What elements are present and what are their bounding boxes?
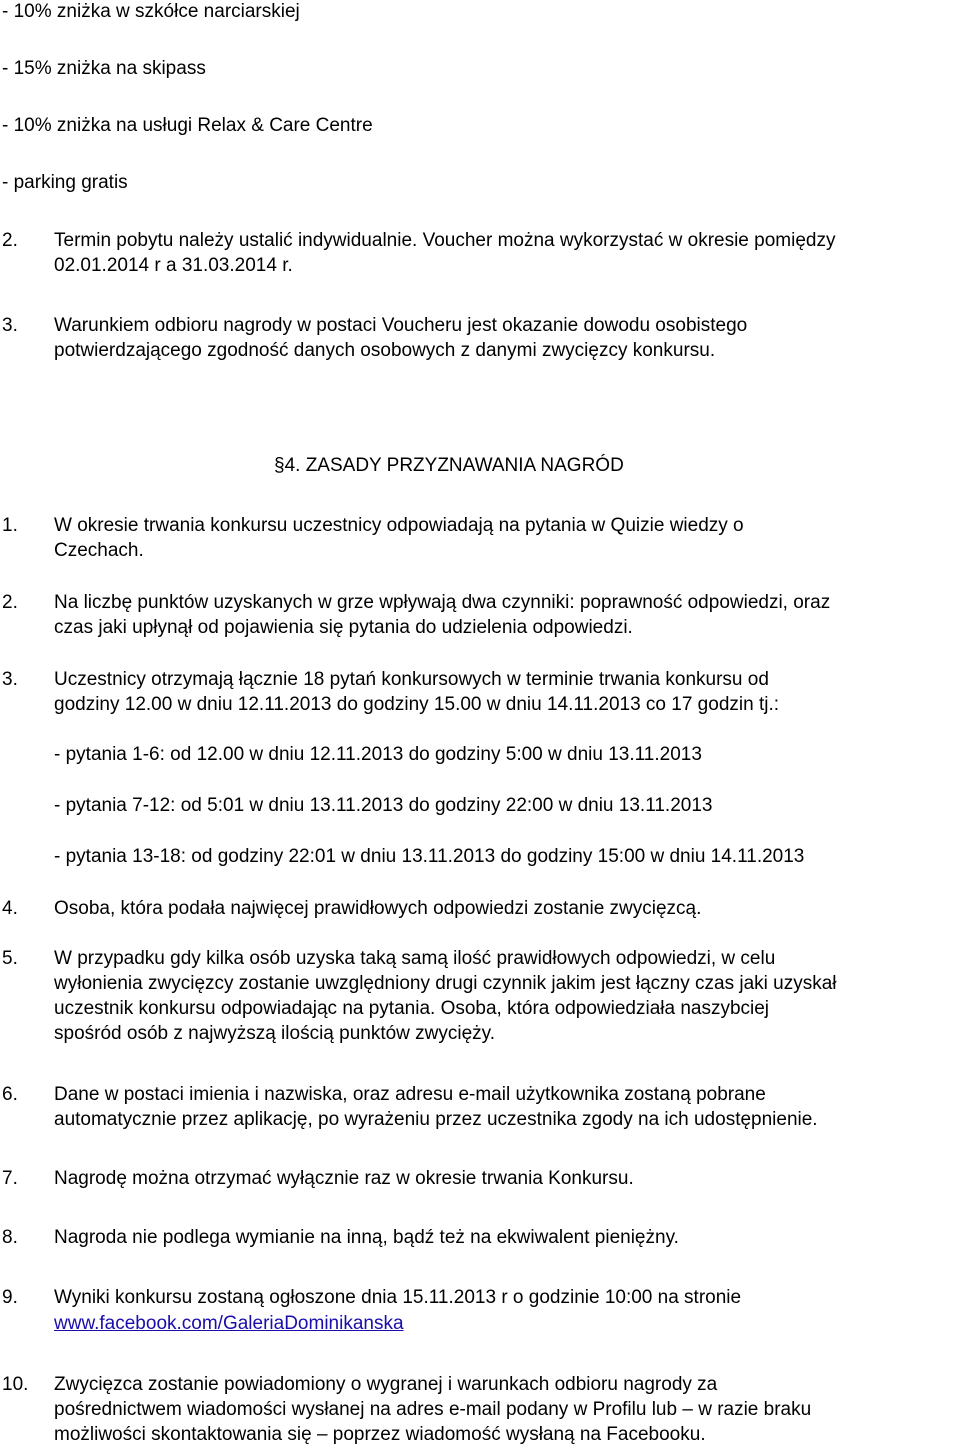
facebook-link[interactable]: www.facebook.com/GaleriaDominikanska (54, 1313, 404, 1334)
sub-list-item: - pytania 7-12: od 5:01 w dniu 13.11.2013 do godziny 22:00 w dniu 13.11.2013 (54, 795, 713, 816)
item-text: 02.01.2014 r a 31.03.2014 r. (54, 255, 293, 276)
item-text: Nagrodę można otrzymać wyłącznie raz w okresie trwania Konkursu. (54, 1168, 634, 1189)
item-text: Na liczbę punktów uzyskanych w grze wpływają dwa czynniki: poprawność odpowiedzi, oraz (54, 592, 831, 613)
item-text: automatycznie przez aplikację, po wyrażeniu przez uczestnika zgody na ich udostępnienie. (54, 1109, 818, 1130)
intro-list-item: - 10% zniżka w szkółce narciarskiej (2, 1, 300, 22)
item-number: 4. (2, 898, 18, 919)
sub-list-item: - pytania 1-6: od 12.00 w dniu 12.11.2013 do godziny 5:00 w dniu 13.11.2013 (54, 744, 702, 765)
item-text: Wyniki konkursu zostaną ogłoszone dnia 15.11.2013 r o godzinie 10:00 na stronie (54, 1287, 742, 1308)
intro-list-item: - parking gratis (2, 172, 128, 193)
item-number: 1. (2, 515, 18, 536)
item-number: 7. (2, 1168, 18, 1189)
item-text: wyłonienia zwycięzcy zostanie uwzględniony drugi czynnik jakim jest łączny czas jaki uzyskał (54, 973, 837, 994)
item-text: czas jaki upłynął od pojawienia się pytania do udzielenia odpowiedzi. (54, 617, 633, 638)
intro-list-item: - 10% zniżka na usługi Relax & Care Centre (2, 115, 373, 136)
item-number: 6. (2, 1084, 18, 1105)
sub-list-item: - pytania 13-18: od godziny 22:01 w dniu 13.11.2013 do godziny 15:00 w dniu 14.11.2013 (54, 846, 805, 867)
item-text: godziny 12.00 w dniu 12.11.2013 do godziny 15.00 w dniu 14.11.2013 co 17 godzin tj.: (54, 694, 780, 715)
section-heading: §4. ZASADY PRZYZNAWANIA NAGRÓD (274, 455, 624, 476)
item-text: Termin pobytu należy ustalić indywidualnie. Voucher można wykorzystać w okresie pomiędzy (54, 230, 836, 251)
item-text: pośrednictwem wiadomości wysłanej na adres e-mail podany w Profilu lub – w razie braku (54, 1399, 812, 1420)
intro-list-item: - 15% zniżka na skipass (2, 58, 206, 79)
item-number: 9. (2, 1287, 18, 1308)
item-text: Osoba, która podała najwięcej prawidłowych odpowiedzi zostanie zwycięzcą. (54, 898, 702, 919)
item-text: Zwycięzca zostanie powiadomiony o wygranej i warunkach odbioru nagrody za (54, 1374, 718, 1395)
item-number: 10. (2, 1374, 29, 1395)
item-number: 8. (2, 1227, 18, 1248)
item-text: spośród osób z najwyższą ilością punktów zwycięży. (54, 1023, 496, 1044)
item-number: 3. (2, 315, 18, 336)
item-text: Nagroda nie podlega wymianie na inną, bądź też na ekwiwalent pieniężny. (54, 1227, 679, 1248)
item-text: W przypadku gdy kilka osób uzyska taką samą ilość prawidłowych odpowiedzi, w celu (54, 948, 776, 969)
item-text: Uczestnicy otrzymają łącznie 18 pytań konkursowych w terminie trwania konkursu od (54, 669, 769, 690)
item-text: potwierdzającego zgodność danych osobowych z danymi zwycięzcy konkursu. (54, 340, 716, 361)
item-text: Czechach. (54, 540, 144, 561)
item-text: Warunkiem odbioru nagrody w postaci Voucheru jest okazanie dowodu osobistego (54, 315, 748, 336)
item-text: uczestnik konkursu odpowiadając na pytania. Osoba, która odpowiedziała naszybciej (54, 998, 770, 1019)
item-text: możliwości skontaktowania się – poprzez wiadomość wysłaną na Facebooku. (54, 1424, 706, 1445)
item-text: W okresie trwania konkursu uczestnicy odpowiadają na pytania w Quizie wiedzy o (54, 515, 744, 536)
item-number: 3. (2, 669, 18, 690)
item-text: Dane w postaci imienia i nazwiska, oraz adresu e-mail użytkownika zostaną pobrane (54, 1084, 766, 1105)
item-number: 2. (2, 592, 18, 613)
item-number: 2. (2, 230, 18, 251)
item-number: 5. (2, 948, 18, 969)
